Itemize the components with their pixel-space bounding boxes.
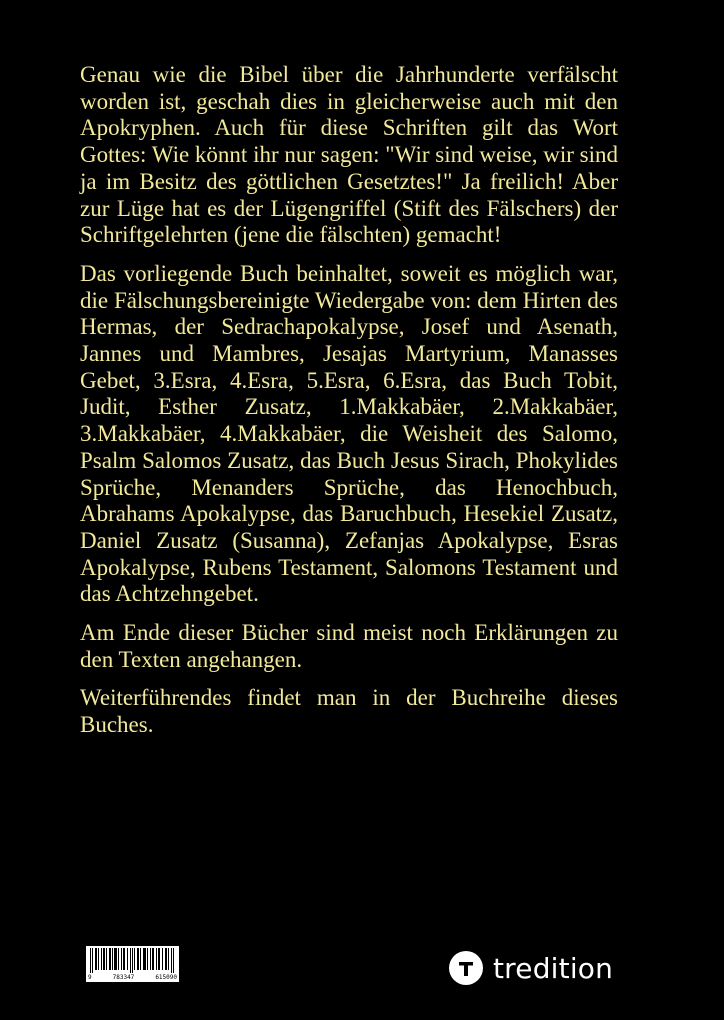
barcode-digit-group-2: 615090 — [155, 974, 177, 981]
blurb-paragraph-4: Weiterführendes findet man in der Buchreihe dieses Buches. — [80, 685, 618, 738]
tredition-logo-icon — [449, 951, 483, 985]
publisher-name: tredition — [493, 951, 614, 985]
blurb-paragraph-3: Am Ende dieser Bücher sind meist noch Erklärungen zu den Texten angehangen. — [80, 620, 618, 672]
isbn-barcode — [86, 946, 179, 982]
blurb-paragraph-2: Das vorliegende Buch beinhaltet, soweit es möglich war, die Fälschungsbereinigte Wiedergabe von: dem Hirten des Hermas, der Sedrachapokalypse, Josef und Asenath, Jannes und Mambres, Jesajas Martyrium, Manasses Gebet, 3.Esra, 4.Esra, 5.Esra, 6.Esra, das Buch Tobit, Judit, Esther Zusatz, 1.Makkabäer, 2.Makkabäer, 3.Makkabäer, 4.Makkabäer, die Weisheit des Salomo, Psalm Salomos Zusatz, das Buch Jesus Sirach, Phokylides Sprüche, Menanders Sprüche, das Henochbuch, Abrahams Apokalypse, das Baruchbuch, Hesekiel Zusatz, Daniel Zusatz (Susanna), Zefanjas Apokalypse, Esras Apokalypse, Rubens Testament, Salomons Testament und das Achtzehngebet. — [80, 260, 618, 607]
barcode-digit-group-1: 783347 — [112, 974, 135, 981]
blurb-paragraph-1: Genau wie die Bibel über die Jahrhunderte verfälscht worden ist, geschah dies in gleicherweise auch mit den Apokryphen. Auch für diese Schriften gilt das Wort Gottes: Wie könnt ihr nur sagen: "Wir sind weise, wir sind ja im Besitz des göttlichen Gesetztes!" Ja freilich! Aber zur Lüge hat es der Lügengriffel (Stift des Fälschers) der Schriftgelehrten (jene die fälschten) gemacht! — [80, 62, 618, 248]
publisher-logo — [449, 950, 613, 986]
barcode-bars-icon — [86, 946, 179, 974]
blurb-text — [80, 62, 618, 751]
barcode-digit-prefix: 9 — [88, 974, 92, 981]
barcode-digits — [86, 974, 179, 981]
